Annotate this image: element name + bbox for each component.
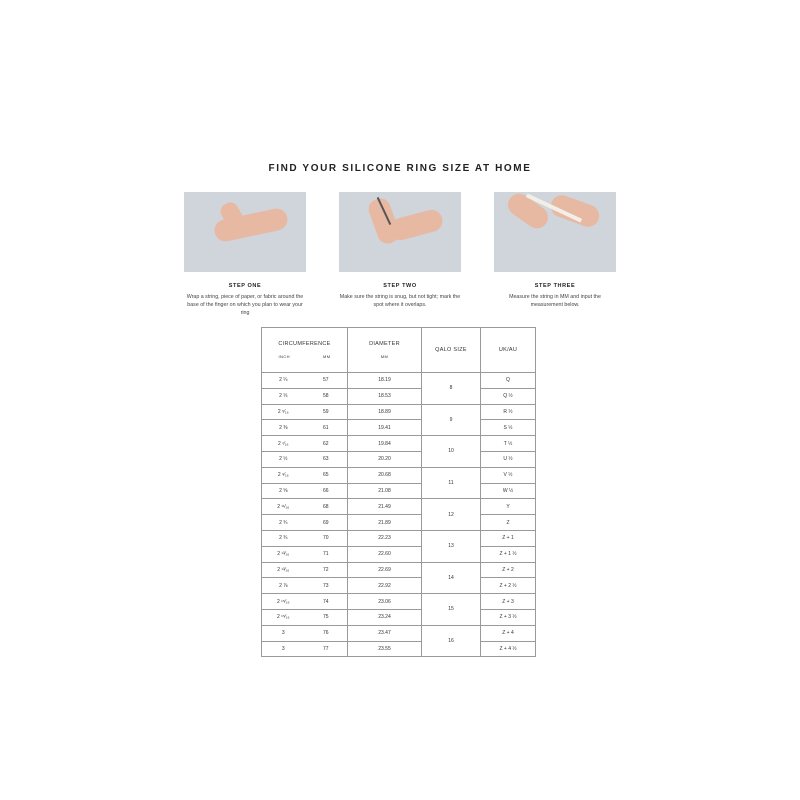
uk-cell: Z xyxy=(481,515,536,531)
table-row xyxy=(262,451,536,467)
inch-cell: 2 ⅝ xyxy=(262,483,305,499)
inch-cell: 2 ⅓ xyxy=(262,388,305,404)
uk-au-header: UK/AU xyxy=(481,328,536,373)
inch-cell: 2 ⅜ xyxy=(262,420,305,436)
diameter-cell: 19.41 xyxy=(348,420,422,436)
inch-cell: 3 xyxy=(262,625,305,641)
mm-cell: 74 xyxy=(305,594,348,610)
diameter-cell: 21.08 xyxy=(348,483,422,499)
uk-cell: V ½ xyxy=(481,467,536,483)
inch-cell: 2 ¾ xyxy=(262,530,305,546)
qalo-size-cell: 15 xyxy=(422,594,481,626)
uk-cell: Z + 3 xyxy=(481,594,536,610)
mm-cell: 63 xyxy=(305,451,348,467)
inch-cell: 3 xyxy=(262,641,305,657)
table-row xyxy=(262,467,536,483)
uk-cell: Z + 1 xyxy=(481,530,536,546)
table-row xyxy=(262,436,536,452)
diameter-cell: 18.53 xyxy=(348,388,422,404)
uk-cell: Z + 4 ½ xyxy=(481,641,536,657)
uk-cell: U ½ xyxy=(481,451,536,467)
table-row xyxy=(262,499,536,515)
table-row xyxy=(262,404,536,420)
qalo-size-cell: 8 xyxy=(422,373,481,405)
table-row xyxy=(262,641,536,657)
mm-header: MM xyxy=(322,354,331,359)
step-two-label: STEP TWO xyxy=(383,283,417,289)
inch-cell: 2 ¹⁵⁄₁₆ xyxy=(262,609,305,625)
step-two-photo xyxy=(339,192,461,272)
uk-cell: W ½ xyxy=(481,483,536,499)
mm-cell: 61 xyxy=(305,420,348,436)
step-two-desc: Make sure the string is snug, but not tight; mark the spot where it overlaps. xyxy=(339,294,461,308)
qalo-size-cell: 10 xyxy=(422,436,481,468)
uk-cell: Q xyxy=(481,373,536,389)
table-row xyxy=(262,546,536,562)
diameter-cell: 20.68 xyxy=(348,467,422,483)
step-one-photo xyxy=(184,192,306,272)
inch-header: INCH xyxy=(278,354,290,359)
diameter-header: DIAMETER MM xyxy=(348,328,422,373)
diameter-cell: 22.23 xyxy=(348,530,422,546)
mm-cell: 59 xyxy=(305,404,348,420)
table-row xyxy=(262,515,536,531)
mm-cell: 57 xyxy=(305,373,348,389)
uk-cell: Z + 3 ½ xyxy=(481,609,536,625)
mm-cell: 70 xyxy=(305,530,348,546)
step-three xyxy=(494,192,616,310)
circumference-header: CIRCUMFERENCE INCH MM xyxy=(262,328,348,373)
diameter-cell: 23.24 xyxy=(348,609,422,625)
diameter-cell: 23.55 xyxy=(348,641,422,657)
step-one-label: STEP ONE xyxy=(228,283,262,289)
ring-size-table xyxy=(261,327,536,657)
table-header-row xyxy=(262,328,536,373)
inch-cell: 2 ¹³⁄₁₆ xyxy=(262,546,305,562)
qalo-size-cell: 12 xyxy=(422,499,481,531)
uk-cell: Z + 2 ½ xyxy=(481,578,536,594)
diameter-cell: 18.89 xyxy=(348,404,422,420)
diameter-cell: 23.06 xyxy=(348,594,422,610)
mm-cell: 75 xyxy=(305,609,348,625)
uk-cell: Z + 1 ½ xyxy=(481,546,536,562)
qalo-size-cell: 16 xyxy=(422,625,481,657)
mm-cell: 77 xyxy=(305,641,348,657)
mm-cell: 66 xyxy=(305,483,348,499)
inch-cell: 2 ¼ xyxy=(262,373,305,389)
table-row xyxy=(262,609,536,625)
mm-cell: 69 xyxy=(305,515,348,531)
table-row xyxy=(262,625,536,641)
inch-cell: 2 ⁹⁄₁₆ xyxy=(262,467,305,483)
uk-cell: Y xyxy=(481,499,536,515)
qalo-size-cell: 14 xyxy=(422,562,481,594)
mm-cell: 76 xyxy=(305,625,348,641)
diameter-cell: 20.20 xyxy=(348,451,422,467)
table-row xyxy=(262,594,536,610)
uk-cell: Q ½ xyxy=(481,388,536,404)
diameter-cell: 19.84 xyxy=(348,436,422,452)
inch-cell: 2 ¹¹⁄₁₆ xyxy=(262,499,305,515)
page-title: FIND YOUR SILICONE RING SIZE AT HOME xyxy=(268,163,532,174)
table-row xyxy=(262,388,536,404)
inch-cell: 2 ¹³⁄₁₆ xyxy=(262,562,305,578)
qalo-size-cell: 9 xyxy=(422,404,481,436)
mm-cell: 65 xyxy=(305,467,348,483)
uk-cell: Z + 4 xyxy=(481,625,536,641)
table-row xyxy=(262,420,536,436)
diameter-cell: 21.89 xyxy=(348,515,422,531)
diameter-cell: 22.60 xyxy=(348,546,422,562)
step-three-label: STEP THREE xyxy=(534,283,576,289)
table-row xyxy=(262,483,536,499)
qalo-size-header: QALO SIZE xyxy=(422,328,481,373)
diameter-cell: 18.19 xyxy=(348,373,422,389)
table-row xyxy=(262,578,536,594)
table-row xyxy=(262,530,536,546)
inch-cell: 2 ¾ xyxy=(262,515,305,531)
mm-cell: 68 xyxy=(305,499,348,515)
step-three-desc: Measure the string in MM and input the measurement below. xyxy=(509,294,601,308)
qalo-size-cell: 11 xyxy=(422,467,481,499)
step-one xyxy=(184,192,306,317)
uk-cell: Z + 2 xyxy=(481,562,536,578)
uk-cell: T ½ xyxy=(481,436,536,452)
inch-cell: 2 ¹⁵⁄₁₆ xyxy=(262,594,305,610)
mm-cell: 73 xyxy=(305,578,348,594)
inch-cell: 2 ⁵⁄₁₆ xyxy=(262,404,305,420)
table-body xyxy=(262,373,536,657)
qalo-size-cell: 13 xyxy=(422,530,481,562)
mm-cell: 62 xyxy=(305,436,348,452)
diameter-unit: MM xyxy=(380,354,389,359)
mm-cell: 72 xyxy=(305,562,348,578)
step-two xyxy=(339,192,461,310)
inch-cell: 2 ½ xyxy=(262,451,305,467)
uk-cell: R ½ xyxy=(481,404,536,420)
mm-cell: 71 xyxy=(305,546,348,562)
inch-cell: 2 ⅞ xyxy=(262,578,305,594)
diameter-cell: 22.69 xyxy=(348,562,422,578)
mm-cell: 58 xyxy=(305,388,348,404)
diameter-cell: 22.92 xyxy=(348,578,422,594)
table-row xyxy=(262,373,536,389)
diameter-cell: 23.47 xyxy=(348,625,422,641)
uk-cell: S ½ xyxy=(481,420,536,436)
step-three-photo xyxy=(494,192,616,272)
inch-cell: 2 ⁷⁄₁₆ xyxy=(262,436,305,452)
diameter-cell: 21.49 xyxy=(348,499,422,515)
step-one-desc: Wrap a string, piece of paper, or fabric around the base of the finger on which you plan to wear your ring xyxy=(186,294,304,316)
table-row xyxy=(262,562,536,578)
